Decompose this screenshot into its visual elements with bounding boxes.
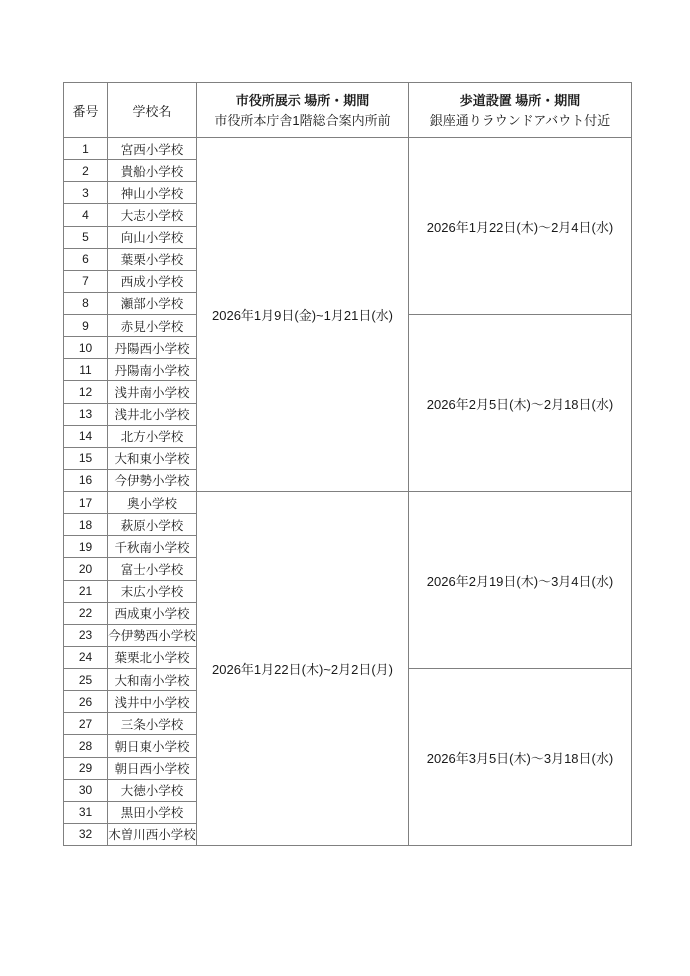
sidewalk-header — [409, 83, 631, 137]
header-cityhall — [197, 83, 409, 138]
school-name-cell: 奥小学校 — [108, 492, 197, 514]
row-number-cell: 12 — [64, 381, 108, 403]
school-name-cell: 大志小学校 — [108, 204, 197, 226]
school-name-cell: 丹陽西小学校 — [108, 337, 197, 359]
header-school: 学校名 — [108, 83, 197, 138]
row-number-cell: 32 — [64, 823, 108, 845]
school-name-cell: 末広小学校 — [108, 580, 197, 602]
school-name-cell: 今伊勢西小学校 — [108, 624, 197, 646]
row-number-cell: 24 — [64, 646, 108, 668]
school-table-body — [64, 138, 632, 846]
row-number-cell: 20 — [64, 558, 108, 580]
table-row — [64, 492, 632, 514]
school-name-cell: 萩原小学校 — [108, 514, 197, 536]
row-number-cell: 11 — [64, 359, 108, 381]
row-number-cell: 27 — [64, 713, 108, 735]
school-name-cell: 木曽川西小学校 — [108, 823, 197, 845]
school-name-cell: 朝日西小学校 — [108, 757, 197, 779]
row-number-cell: 2 — [64, 160, 108, 182]
row-number-cell: 16 — [64, 469, 108, 491]
school-name-cell: 大徳小学校 — [108, 779, 197, 801]
cityhall-period-cell: 2026年1月9日(金)~1月21日(水) — [197, 138, 409, 492]
school-name-cell: 丹陽南小学校 — [108, 359, 197, 381]
row-number-cell: 14 — [64, 425, 108, 447]
row-number-cell: 7 — [64, 270, 108, 292]
sidewalk-header-title: 歩道設置 場所・期間 — [459, 92, 581, 108]
cityhall-header-location: 市役所本庁舎1階総合案内所前 — [214, 112, 391, 128]
row-number-cell: 31 — [64, 801, 108, 823]
row-number-cell: 18 — [64, 514, 108, 536]
school-name-cell: 大和南小学校 — [108, 669, 197, 691]
row-number-cell: 17 — [64, 492, 108, 514]
row-number-cell: 30 — [64, 779, 108, 801]
school-name-cell: 神山小学校 — [108, 182, 197, 204]
row-number-cell: 23 — [64, 624, 108, 646]
school-name-cell: 貴船小学校 — [108, 160, 197, 182]
row-number-cell: 29 — [64, 757, 108, 779]
row-number-cell: 5 — [64, 226, 108, 248]
table-row — [64, 138, 632, 160]
school-name-cell: 黒田小学校 — [108, 801, 197, 823]
row-number-cell: 22 — [64, 602, 108, 624]
row-number-cell: 26 — [64, 691, 108, 713]
school-name-cell: 葉栗北小学校 — [108, 646, 197, 668]
header-sidewalk — [409, 83, 632, 138]
sidewalk-header-location: 銀座通りラウンドアバウト付近 — [429, 112, 611, 128]
school-name-cell: 富士小学校 — [108, 558, 197, 580]
row-number-cell: 25 — [64, 669, 108, 691]
row-number-cell: 21 — [64, 580, 108, 602]
cityhall-period-cell: 2026年1月22日(木)~2月2日(月) — [197, 492, 409, 846]
school-schedule-table — [63, 82, 632, 846]
school-name-cell: 向山小学校 — [108, 226, 197, 248]
school-name-cell: 三条小学校 — [108, 713, 197, 735]
school-name-cell: 赤見小学校 — [108, 315, 197, 337]
school-name-cell: 大和東小学校 — [108, 447, 197, 469]
school-name-cell: 葉栗小学校 — [108, 248, 197, 270]
row-number-cell: 3 — [64, 182, 108, 204]
school-name-cell: 浅井南小学校 — [108, 381, 197, 403]
school-name-cell: 朝日東小学校 — [108, 735, 197, 757]
row-number-cell: 19 — [64, 536, 108, 558]
school-name-cell: 西成小学校 — [108, 270, 197, 292]
row-number-cell: 6 — [64, 248, 108, 270]
school-name-cell: 西成東小学校 — [108, 602, 197, 624]
row-number-cell: 8 — [64, 292, 108, 314]
header-row — [64, 83, 632, 138]
row-number-cell: 13 — [64, 403, 108, 425]
sidewalk-period-cell: 2026年2月19日(木)～3月4日(水) — [409, 492, 632, 669]
cityhall-header-title: 市役所展示 場所・期間 — [235, 92, 370, 108]
sidewalk-period-cell: 2026年3月5日(木)～3月18日(水) — [409, 669, 632, 846]
row-number-cell: 10 — [64, 337, 108, 359]
school-name-cell: 瀬部小学校 — [108, 292, 197, 314]
row-number-cell: 9 — [64, 315, 108, 337]
sidewalk-period-cell: 2026年1月22日(木)～2月4日(水) — [409, 138, 632, 315]
row-number-cell: 4 — [64, 204, 108, 226]
row-number-cell: 28 — [64, 735, 108, 757]
row-number-cell: 1 — [64, 138, 108, 160]
school-name-cell: 宮西小学校 — [108, 138, 197, 160]
header-number: 番号 — [64, 83, 108, 138]
row-number-cell: 15 — [64, 447, 108, 469]
school-name-cell: 浅井北小学校 — [108, 403, 197, 425]
school-name-cell: 北方小学校 — [108, 425, 197, 447]
sidewalk-period-cell: 2026年2月5日(木)～2月18日(水) — [409, 315, 632, 492]
cityhall-header — [197, 83, 408, 137]
school-name-cell: 千秋南小学校 — [108, 536, 197, 558]
school-name-cell: 今伊勢小学校 — [108, 469, 197, 491]
school-name-cell: 浅井中小学校 — [108, 691, 197, 713]
